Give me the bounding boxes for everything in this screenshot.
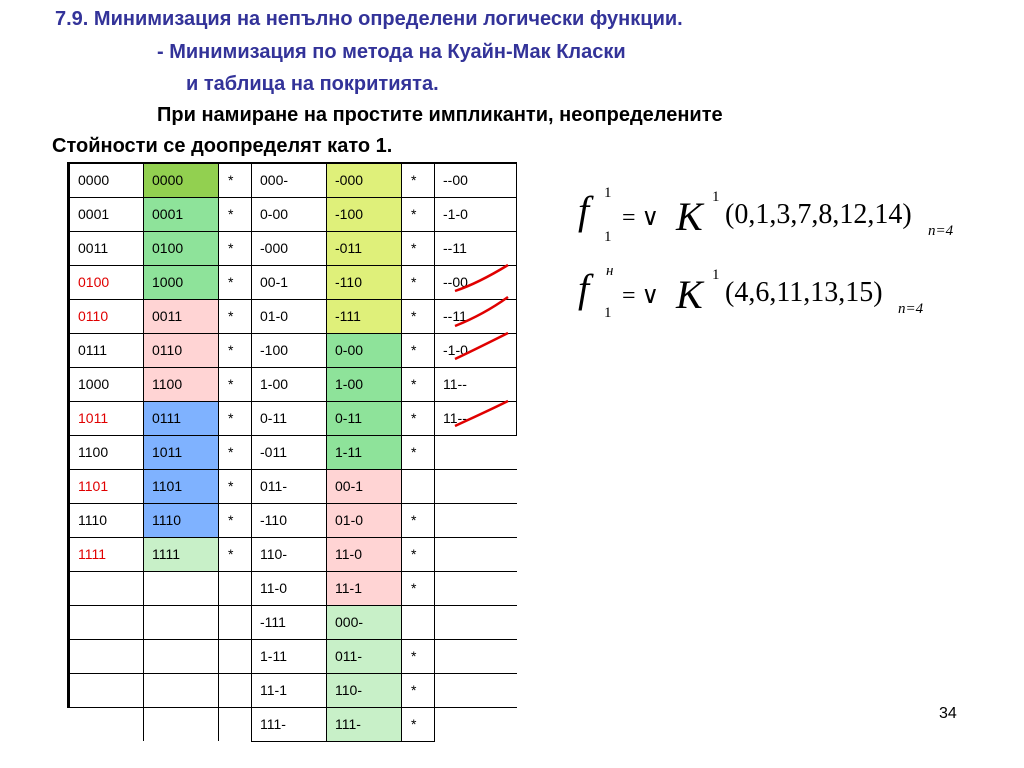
- table-cell: 11-0: [327, 537, 402, 571]
- table-cell: 01-0: [327, 503, 402, 537]
- slide-title: 7.9. Минимизация на непълно определени логически функции.: [55, 8, 683, 30]
- table-cell: 00-1: [252, 265, 327, 299]
- formula-f-sub: 1: [604, 229, 612, 245]
- table-cell: 0000: [69, 163, 144, 197]
- table-cell: 0100: [144, 231, 219, 265]
- table-cell: *: [219, 197, 252, 231]
- table-cell: *: [219, 537, 252, 571]
- table-cell: *: [219, 503, 252, 537]
- table-cell: 0001: [69, 197, 144, 231]
- table-cell: 111-: [327, 707, 402, 741]
- table-cell: *: [219, 401, 252, 435]
- table-cell: --00: [435, 163, 517, 197]
- table-cell: 0-11: [252, 401, 327, 435]
- table-cell: -011: [327, 231, 402, 265]
- table-cell: 0011: [69, 231, 144, 265]
- table-cell: -110: [327, 265, 402, 299]
- table-cell: *: [402, 299, 435, 333]
- table-cell: 1111: [69, 537, 144, 571]
- table-cell: *: [402, 537, 435, 571]
- table-cell: -011: [252, 435, 327, 469]
- table-cell: *: [219, 231, 252, 265]
- table-cell: 0000: [144, 163, 219, 197]
- formula-f-sub: 1: [604, 305, 612, 321]
- subtitle-line-1: - Минимизация по метода на Куайн-Мак Класки: [157, 41, 626, 63]
- subtitle-line-2: и таблица на покритията.: [186, 73, 439, 95]
- formula-n: n=4: [898, 301, 924, 317]
- table-cell: 110-: [252, 537, 327, 571]
- table-cell: -1-0: [435, 197, 517, 231]
- table-cell: *: [402, 231, 435, 265]
- table-cell: 1-00: [252, 367, 327, 401]
- table-cell: 1-11: [327, 435, 402, 469]
- table-cell: -100: [252, 333, 327, 367]
- table-cell: *: [402, 503, 435, 537]
- strike-mark: [455, 265, 508, 291]
- table-cell: *: [402, 197, 435, 231]
- table-cell: 011-: [327, 639, 402, 673]
- table-cell: *: [402, 571, 435, 605]
- table-cell: 1-11: [252, 639, 327, 673]
- table-cell: 011-: [252, 469, 327, 503]
- table-cell: -111: [252, 605, 327, 639]
- table-cell: -110: [252, 503, 327, 537]
- table-cell: 01-0: [252, 299, 327, 333]
- table-cell: 11-1: [327, 571, 402, 605]
- formula-args: (4,6,11,13,15): [725, 277, 883, 308]
- table-cell: 0001: [144, 197, 219, 231]
- table-cell: 000-: [252, 163, 327, 197]
- page-number: 34: [939, 705, 957, 722]
- table-cell: 1111: [144, 537, 219, 571]
- table-cell: 1101: [69, 469, 144, 503]
- table-cell: --11: [435, 231, 517, 265]
- formula-args: (0,1,3,7,8,12,14): [725, 199, 912, 230]
- formula-k-sup: 1: [712, 189, 720, 205]
- table-cell: 1100: [69, 435, 144, 469]
- formula-eq: = ∨: [622, 205, 660, 231]
- strike-mark: [455, 401, 508, 426]
- table-cell: 0-11: [327, 401, 402, 435]
- table-cell: 1100: [144, 367, 219, 401]
- table-cell: *: [219, 265, 252, 299]
- formula-k: K: [676, 194, 703, 239]
- table-cell: *: [219, 299, 252, 333]
- formula-k-sup: 1: [712, 267, 720, 283]
- table-cell: *: [219, 333, 252, 367]
- formula-f-sup: 1: [604, 185, 612, 201]
- table-cell: 110-: [327, 673, 402, 707]
- table-cell: 00-1: [327, 469, 402, 503]
- table-cell: -1-0: [435, 333, 517, 367]
- table-cell: -000: [327, 163, 402, 197]
- table-cell: 0011: [144, 299, 219, 333]
- table-cell: 0110: [69, 299, 144, 333]
- table-cell: 0111: [69, 333, 144, 367]
- formula-n: n=4: [928, 223, 954, 239]
- table-cell: 0100: [69, 265, 144, 299]
- table-cell: 11-1: [252, 673, 327, 707]
- table-cell: *: [402, 333, 435, 367]
- table-cell: 1000: [144, 265, 219, 299]
- table-cell: 11--: [435, 401, 517, 435]
- table-cell: *: [402, 707, 435, 741]
- table-cell: 0-00: [327, 333, 402, 367]
- table-cell: 1011: [144, 435, 219, 469]
- table-cell: 1000: [69, 367, 144, 401]
- table-cell: *: [402, 639, 435, 673]
- table-cell: *: [402, 401, 435, 435]
- formula-f: f: [578, 266, 590, 311]
- table-cell: 1-00: [327, 367, 402, 401]
- table-cell: 11--: [435, 367, 517, 401]
- table-cell: *: [402, 435, 435, 469]
- table-cell: *: [402, 673, 435, 707]
- table-cell: --11: [435, 299, 517, 333]
- table-cell: -111: [327, 299, 402, 333]
- table-cell: 1101: [144, 469, 219, 503]
- note-line-1: При намиране на простите импликанти, неопределените: [157, 104, 723, 126]
- table-cell: *: [219, 163, 252, 197]
- table-cell: 0110: [144, 333, 219, 367]
- table-cell: 1110: [69, 503, 144, 537]
- table-cell: *: [402, 265, 435, 299]
- note-line-2: Стойности се доопределят като 1.: [52, 135, 393, 157]
- table-cell: *: [219, 435, 252, 469]
- table-cell: -000: [252, 231, 327, 265]
- strike-mark: [455, 333, 508, 359]
- table-cell: 0111: [144, 401, 219, 435]
- table-cell: -100: [327, 197, 402, 231]
- table-cell: 11-0: [252, 571, 327, 605]
- table-cell: --00: [435, 265, 517, 299]
- table-cell: 1011: [69, 401, 144, 435]
- table-cell: *: [219, 367, 252, 401]
- table-cell: 111-: [252, 707, 327, 741]
- strike-mark: [455, 297, 508, 326]
- formula-eq: = ∨: [622, 283, 660, 309]
- table-cell: *: [402, 367, 435, 401]
- table-cell: 1110: [144, 503, 219, 537]
- formula-f: f: [578, 188, 590, 233]
- table-cell: *: [402, 163, 435, 197]
- table-cell: *: [219, 469, 252, 503]
- table-cell: 000-: [327, 605, 402, 639]
- formula-k: K: [676, 272, 703, 317]
- table-cell: 0-00: [252, 197, 327, 231]
- formula-f-sup: н: [606, 263, 614, 279]
